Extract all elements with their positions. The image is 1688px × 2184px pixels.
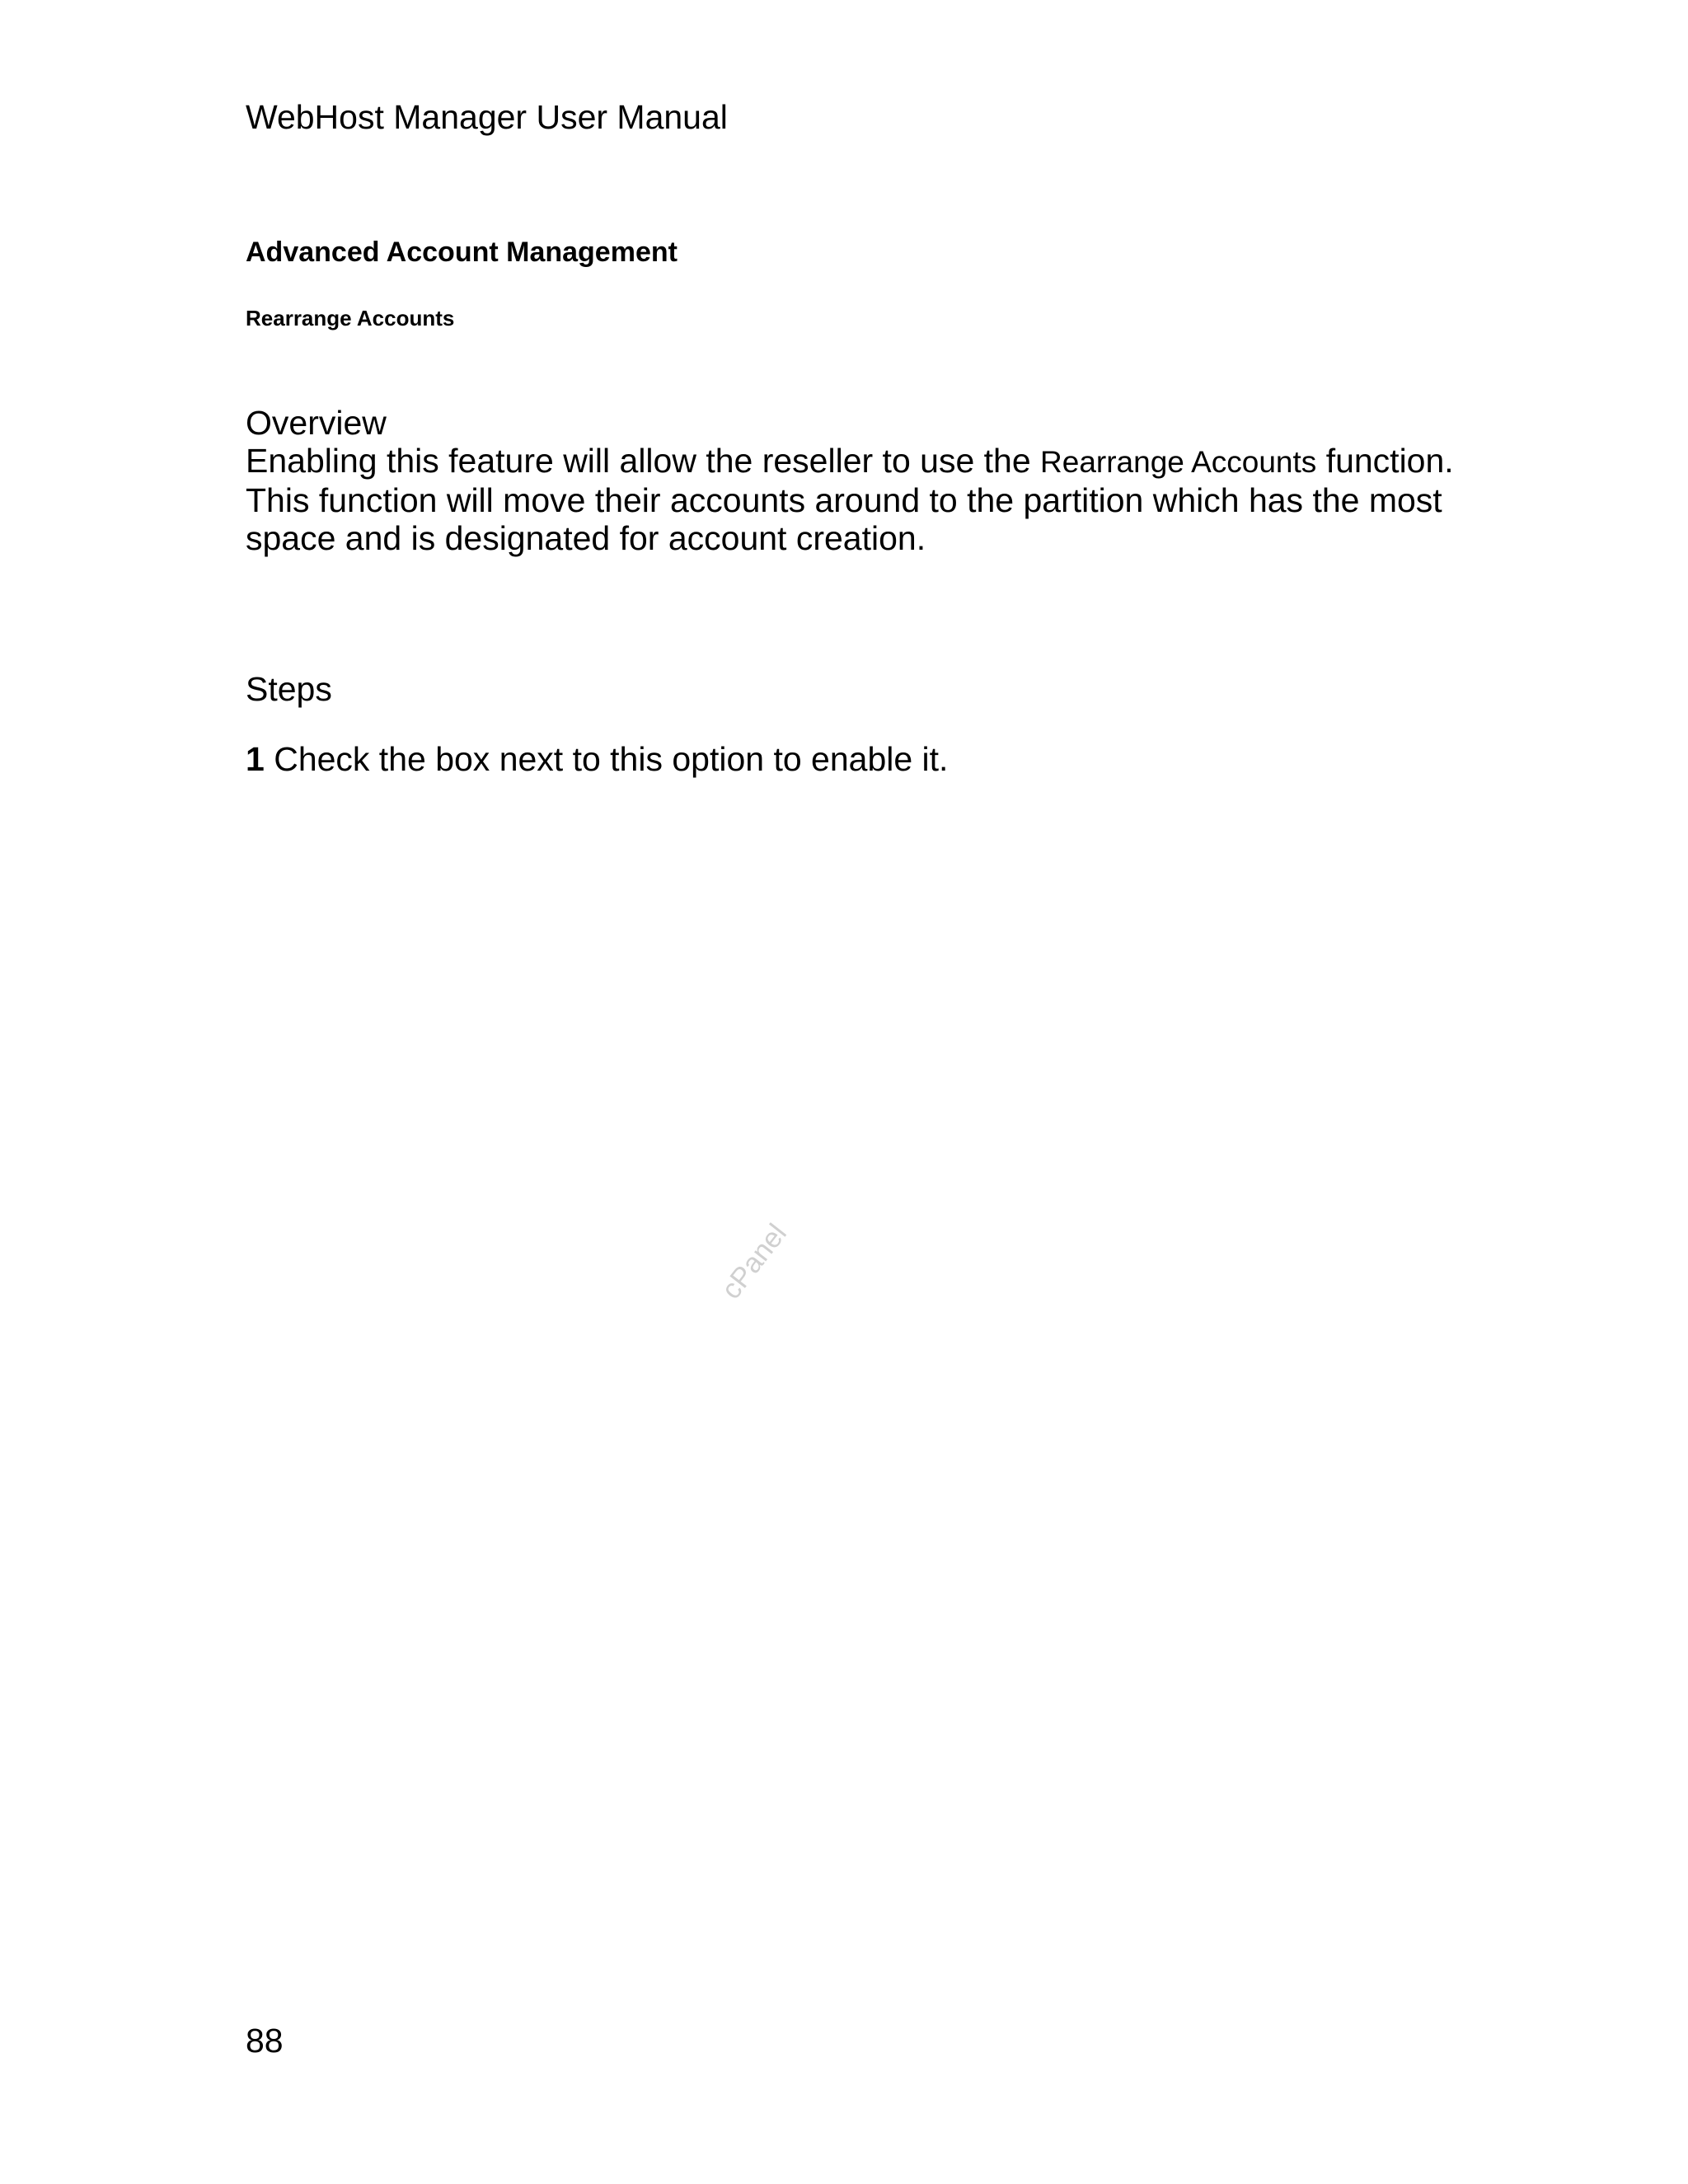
subsection-title: Rearrange Accounts	[246, 306, 455, 330]
overview-line-1	[246, 442, 1482, 481]
page-number: 88	[246, 2022, 284, 2060]
overview-line-3: space and is designated for account creation.	[246, 519, 926, 557]
steps-heading: Steps	[246, 670, 332, 708]
overview-line-1-start: Enabling this feature will allow the reseller to use the	[246, 442, 1041, 480]
overview-line-2: This function will move their accounts around to the partition which has the most	[246, 481, 1442, 519]
overview-line-1-end: function.	[1316, 442, 1454, 480]
rearrange-accounts-term: Rearrange Accounts	[1040, 445, 1317, 479]
running-header: WebHost Manager User Manual	[246, 98, 728, 136]
step-item-1	[246, 739, 948, 779]
overview-paragraph	[246, 442, 1482, 557]
section-title: Advanced Account Management	[246, 237, 678, 268]
step-number: 1	[246, 740, 265, 778]
cpanel-watermark: cPanel	[715, 1218, 793, 1305]
overview-section	[246, 404, 1482, 557]
step-text: Check the box next to this option to enable it.	[264, 740, 949, 778]
overview-heading: Overview	[246, 404, 387, 442]
